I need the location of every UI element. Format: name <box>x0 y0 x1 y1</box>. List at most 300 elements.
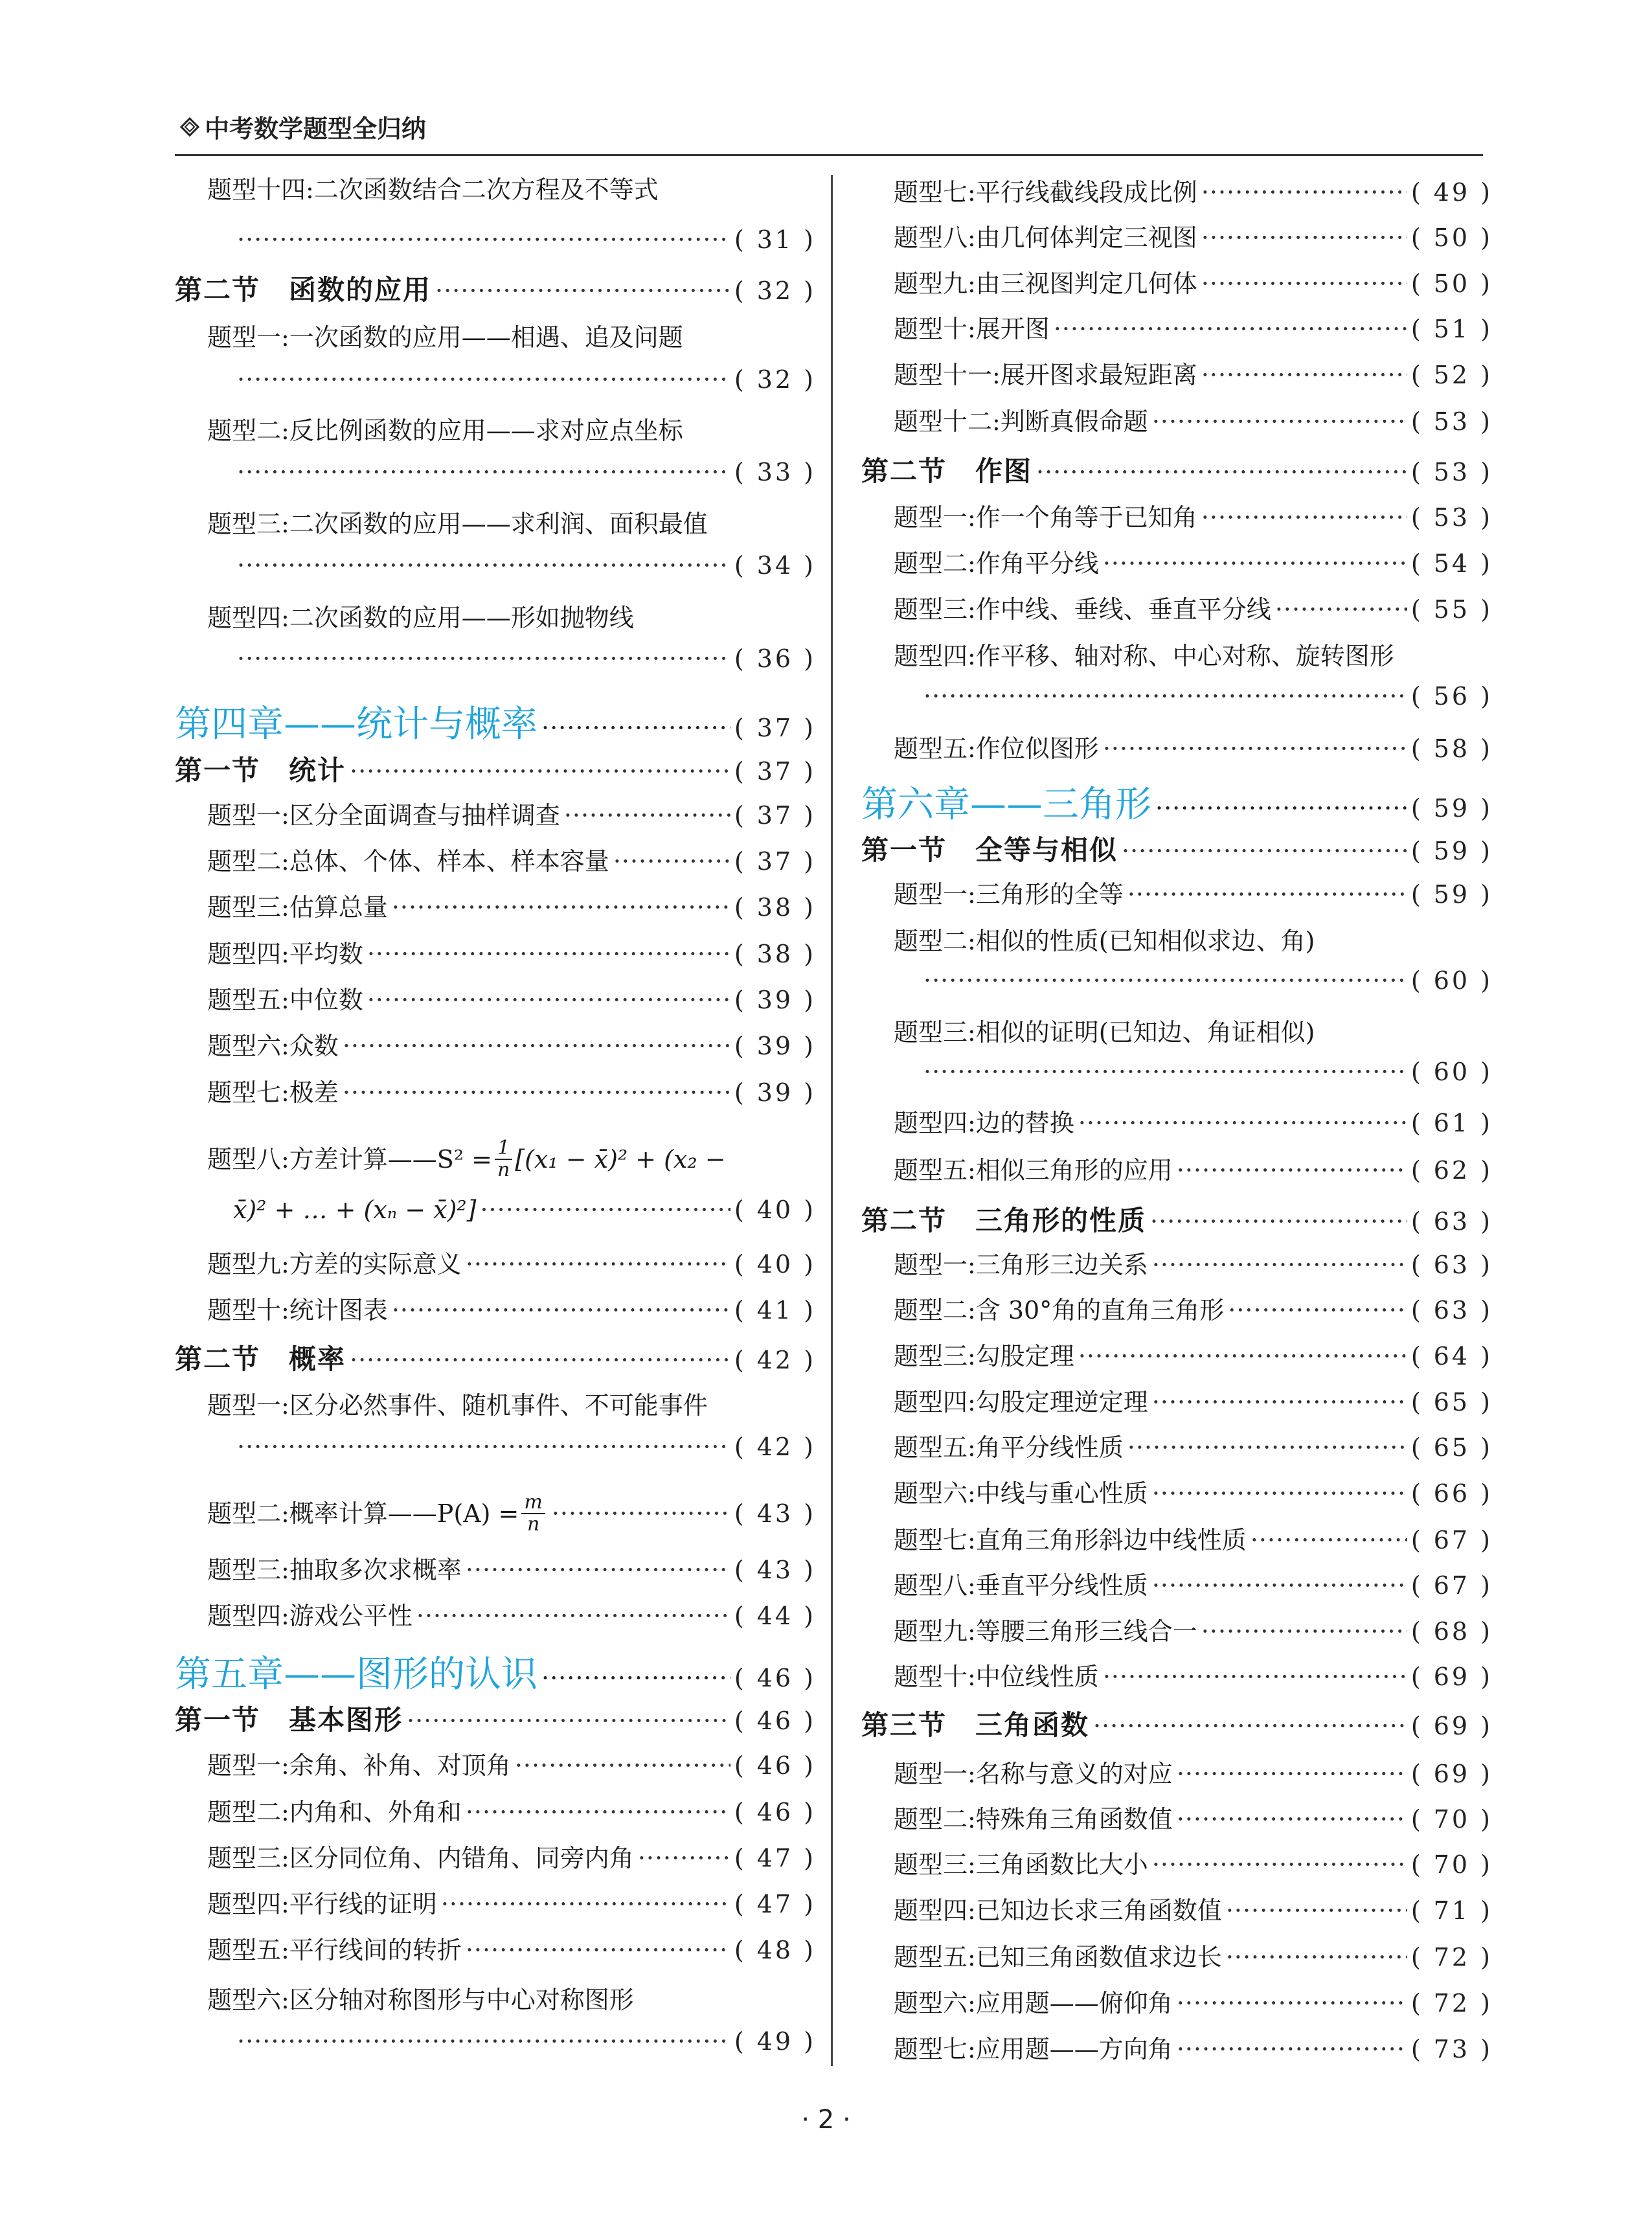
page-ref: ( 43 ) <box>734 1556 816 1584</box>
toc-entry[interactable] <box>861 682 1493 710</box>
toc-entry[interactable] <box>175 365 816 394</box>
toc-entry[interactable] <box>175 1433 816 1461</box>
entry-title: 题型五:已知三角函数值求边长 <box>894 1943 1222 1971</box>
entry-title: 题型九:方差的实际意义 <box>207 1250 462 1278</box>
entry-title: 题型四:作平移、轴对称、中心对称、旋转图形 <box>894 642 1394 670</box>
leader-dots <box>466 1798 730 1826</box>
toc-entry[interactable] <box>861 1983 1493 2019</box>
leader-dots <box>541 714 730 742</box>
fraction-numerator: m <box>521 1492 545 1514</box>
page-ref: ( 59 ) <box>1410 794 1493 823</box>
leader-dots <box>1152 1251 1407 1279</box>
page-ref: ( 37 ) <box>734 714 816 742</box>
page-ref: ( 50 ) <box>1410 223 1493 252</box>
page-ref: ( 65 ) <box>1410 1388 1493 1416</box>
entry-title: 题型九:由三视图判定几何体 <box>894 269 1197 298</box>
toc-entry[interactable] <box>861 355 1493 391</box>
entry-title: 题型九:等腰三角形三线合一 <box>894 1617 1197 1646</box>
toc-entry[interactable] <box>861 402 1493 437</box>
toc-entry[interactable] <box>861 1799 1493 1835</box>
leader-dots <box>1177 1156 1407 1185</box>
toc-entry[interactable] <box>861 1150 1493 1186</box>
page-ref: ( 56 ) <box>1410 682 1493 710</box>
toc-entry[interactable] <box>175 644 816 673</box>
page-ref: ( 37 ) <box>734 757 816 786</box>
entry-title: 题型四:平均数 <box>207 940 363 968</box>
toc-entry[interactable] <box>175 458 816 486</box>
page-ref: ( 41 ) <box>734 1296 816 1324</box>
leader-dots <box>1036 458 1407 486</box>
entry-title <box>207 1139 726 1183</box>
entry-title: 题型七:平行线截线段成比例 <box>894 178 1197 207</box>
entry-title: 第一节 基本图形 <box>175 1704 403 1736</box>
leader-dots <box>564 801 730 830</box>
page-ref: ( 54 ) <box>1410 549 1493 578</box>
fraction <box>521 1492 545 1534</box>
entry-title: 题型三:三角函数比大小 <box>894 1850 1148 1879</box>
page-ref: ( 48 ) <box>734 1936 816 1964</box>
toc-section[interactable] <box>175 1699 816 1738</box>
leader-dots <box>1228 1296 1407 1324</box>
page-ref: ( 65 ) <box>1410 1433 1493 1462</box>
leader-dots <box>1150 1207 1407 1236</box>
page-ref: ( 50 ) <box>1410 269 1493 298</box>
leader-dots <box>1127 1433 1407 1462</box>
toc-entry[interactable] <box>861 636 1493 672</box>
toc-entry[interactable] <box>175 887 816 923</box>
fraction-denominator: n <box>497 1158 510 1181</box>
page-ref: ( 71 ) <box>1410 1896 1493 1925</box>
entry-title: 题型一:三角形三边关系 <box>894 1251 1148 1279</box>
entry-title: 题型三:抽取多次求概率 <box>207 1556 462 1584</box>
toc-entry[interactable] <box>175 598 816 633</box>
entry-title: 题型五:角平分线性质 <box>894 1433 1124 1462</box>
leader-dots <box>1201 1617 1407 1646</box>
page-ref: ( 42 ) <box>734 1433 816 1461</box>
leader-dots <box>392 893 730 922</box>
page-ref: ( 47 ) <box>734 1890 816 1918</box>
entry-title: 题型八:垂直平分线性质 <box>894 1571 1148 1600</box>
page-ref: ( 60 ) <box>1410 1058 1493 1086</box>
page-ref: ( 66 ) <box>1410 1479 1493 1508</box>
page-ref: ( 32 ) <box>734 365 816 394</box>
leader-dots <box>552 1499 730 1528</box>
leader-dots <box>343 1032 730 1060</box>
toc-entry[interactable] <box>861 1382 1493 1418</box>
page-ref: ( 58 ) <box>1410 734 1493 763</box>
toc-section[interactable] <box>175 1338 816 1377</box>
leader-dots <box>613 847 730 876</box>
page-ref: ( 61 ) <box>1410 1109 1493 1137</box>
toc-entry[interactable] <box>861 1336 1493 1372</box>
leader-dots <box>1152 1571 1407 1600</box>
entry-title: 题型二:反比例函数的应用——求对应点坐标 <box>207 416 683 445</box>
page-ref: ( 59 ) <box>1410 837 1493 865</box>
entry-title-text: 题型二:概率计算——P(A) = <box>207 1499 519 1528</box>
leader-dots <box>1177 2035 1407 2063</box>
page-ref: ( 53 ) <box>1410 458 1493 486</box>
entry-title: 题型十:展开图 <box>894 315 1050 343</box>
leader-dots <box>1226 1896 1407 1925</box>
leader-dots <box>1275 595 1407 624</box>
toc-entry[interactable] <box>861 1290 1493 1326</box>
toc-entry[interactable] <box>861 2029 1493 2065</box>
entry-title: 题型七:应用题——方向角 <box>894 2035 1173 2063</box>
entry-title: 题型十:统计图表 <box>207 1296 388 1324</box>
toc-entry[interactable] <box>861 1058 1493 1086</box>
page-ref: ( 64 ) <box>1410 1342 1493 1370</box>
page-ref: ( 32 ) <box>734 277 816 305</box>
leader-dots <box>350 1346 730 1374</box>
entry-title: 题型六:众数 <box>207 1032 339 1060</box>
leader-dots <box>237 365 730 394</box>
leader-dots <box>350 757 730 786</box>
leader-dots <box>1054 315 1407 343</box>
leader-dots <box>237 644 730 673</box>
leader-dots <box>1122 837 1407 865</box>
toc-section[interactable] <box>861 450 1493 489</box>
entry-title: 题型一:余角、补角、对顶角 <box>207 1751 511 1780</box>
leader-dots <box>392 1296 730 1324</box>
page-ref: ( 70 ) <box>1410 1850 1493 1879</box>
leader-dots <box>1177 1989 1407 2017</box>
entry-title-tail: [(x₁ − x̄)² + (x₂ − <box>515 1145 726 1174</box>
page-ref: ( 55 ) <box>1410 595 1493 624</box>
page-ref: ( 63 ) <box>1410 1207 1493 1236</box>
leader-dots <box>1093 1712 1407 1740</box>
toc-entry[interactable] <box>175 225 816 254</box>
leader-dots <box>343 1078 730 1107</box>
leader-dots <box>441 1890 730 1918</box>
page-ref: ( 37 ) <box>734 801 816 830</box>
page-ref: ( 60 ) <box>1410 966 1493 995</box>
entry-title: 题型六:区分轴对称图形与中心对称图形 <box>207 1986 634 2014</box>
toc-entry[interactable] <box>175 1385 816 1421</box>
toc-entry[interactable] <box>175 1980 816 2016</box>
fraction-numerator: 1 <box>495 1138 512 1160</box>
entry-title: 题型一:区分必然事件、随机事件、不可能事件 <box>207 1391 708 1420</box>
page-ref: ( 38 ) <box>734 940 816 968</box>
leader-dots <box>1103 549 1407 578</box>
entry-title: 题型一:名称与意义的对应 <box>894 1760 1173 1788</box>
leader-dots <box>1103 1663 1407 1691</box>
page-ref: ( 37 ) <box>734 847 816 876</box>
toc-entry[interactable] <box>175 795 816 831</box>
page-ref: ( 67 ) <box>1410 1571 1493 1600</box>
toc-entry[interactable] <box>861 218 1493 253</box>
page-ref: ( 52 ) <box>1410 361 1493 389</box>
toc-entry[interactable] <box>861 1103 1493 1139</box>
toc-entry[interactable] <box>175 551 816 580</box>
leader-dots <box>480 1196 730 1224</box>
page-ref: ( 73 ) <box>1410 2035 1493 2063</box>
leader-dots <box>923 682 1407 710</box>
leader-dots <box>515 1751 730 1780</box>
entry-title: 题型二:相似的性质(已知相似求边、角) <box>894 927 1315 955</box>
toc-entry[interactable] <box>861 1473 1493 1509</box>
toc-entry[interactable] <box>175 1139 816 1183</box>
leader-dots <box>416 1602 730 1630</box>
entry-title: 题型四:平行线的证明 <box>207 1890 437 1918</box>
toc-entry[interactable] <box>175 2027 816 2056</box>
entry-title: 题型二:含 30°角的直角三角形 <box>894 1296 1225 1324</box>
toc-entry[interactable] <box>861 589 1493 625</box>
toc-entry[interactable] <box>861 1611 1493 1647</box>
toc-entry[interactable] <box>861 729 1493 764</box>
entry-title: 题型六:应用题——俯仰角 <box>894 1989 1173 2017</box>
entry-title: 题型一:作一个角等于已知角 <box>894 503 1197 532</box>
leader-dots <box>1250 1526 1407 1554</box>
page-ref: ( 68 ) <box>1410 1617 1493 1646</box>
header-rule <box>175 154 1483 156</box>
toc-entry[interactable] <box>861 172 1493 208</box>
page-ref: ( 46 ) <box>734 1798 816 1826</box>
toc-entry[interactable] <box>175 1244 816 1280</box>
toc-entry[interactable] <box>861 1937 1493 1973</box>
leader-dots <box>1177 1760 1407 1788</box>
entry-title: 题型七:极差 <box>207 1078 339 1107</box>
entry-title: 题型一:一次函数的应用——相遇、追及问题 <box>207 323 683 352</box>
entry-title: 第四章——统计与概率 <box>175 703 537 745</box>
page-ref: ( 36 ) <box>734 644 816 673</box>
leader-dots <box>1152 1479 1407 1508</box>
toc-entry[interactable] <box>175 1884 816 1920</box>
page-ref: ( 46 ) <box>734 1664 816 1692</box>
toc-section[interactable] <box>861 1704 1493 1743</box>
entry-title: 第二节 概率 <box>175 1343 346 1375</box>
page-number: · 2 · <box>801 2105 851 2135</box>
entry-title: 第一节 统计 <box>175 755 346 786</box>
toc-entry[interactable] <box>861 1427 1493 1463</box>
toc-chapter[interactable] <box>861 776 1493 828</box>
entry-title: 第二节 作图 <box>861 455 1033 487</box>
leader-dots <box>923 1058 1407 1086</box>
entry-title: 题型三:相似的证明(已知边、角证相似) <box>894 1018 1315 1047</box>
page-ref: ( 43 ) <box>734 1499 816 1528</box>
page-ref: ( 69 ) <box>1410 1760 1493 1788</box>
toc-entry[interactable] <box>861 1565 1493 1601</box>
book-header <box>180 109 426 144</box>
toc-entry[interactable] <box>175 411 816 446</box>
entry-title: 第三节 三角函数 <box>861 1709 1090 1741</box>
leader-dots <box>466 1936 730 1964</box>
diamond-icon <box>180 117 199 137</box>
entry-title: 题型六:中线与重心性质 <box>894 1479 1148 1508</box>
page-ref: ( 63 ) <box>1410 1251 1493 1279</box>
toc-entry[interactable] <box>175 934 816 970</box>
toc-entry[interactable] <box>175 841 816 877</box>
toc-section[interactable] <box>175 269 816 308</box>
leader-dots <box>1155 794 1407 823</box>
entry-title: 题型三:勾股定理 <box>894 1342 1074 1370</box>
leader-dots <box>1201 223 1407 252</box>
entry-title: 题型二:特殊角三角函数值 <box>894 1805 1173 1834</box>
toc-entry[interactable] <box>175 1745 816 1781</box>
toc-chapter[interactable] <box>175 1646 816 1698</box>
leader-dots <box>1177 1805 1407 1834</box>
toc-entry[interactable] <box>861 1012 1493 1048</box>
leader-dots <box>466 1556 730 1584</box>
entry-title: x̄)² + … + (xₙ − x̄)²] <box>233 1196 477 1224</box>
column-divider <box>831 175 833 2066</box>
page-ref: ( 46 ) <box>734 1707 816 1735</box>
entry-title: 第二节 三角形的性质 <box>861 1205 1147 1236</box>
page-ref: ( 53 ) <box>1410 407 1493 436</box>
page-ref: ( 39 ) <box>734 1032 816 1060</box>
toc-entry[interactable] <box>175 317 816 353</box>
page-ref: ( 70 ) <box>1410 1805 1493 1834</box>
leader-dots <box>638 1844 730 1872</box>
page-ref: ( 72 ) <box>1410 1943 1493 1971</box>
page-ref: ( 38 ) <box>734 893 816 922</box>
toc-entry[interactable] <box>861 1520 1493 1556</box>
entry-title: 题型二:作角平分线 <box>894 549 1099 578</box>
page-ref: ( 62 ) <box>1410 1156 1493 1185</box>
leader-dots <box>435 277 730 305</box>
entry-title: 第五章——图形的认识 <box>175 1653 537 1696</box>
toc-entry[interactable] <box>861 966 1493 995</box>
page-ref: ( 39 ) <box>734 986 816 1014</box>
leader-dots <box>1103 734 1407 763</box>
toc-entry[interactable] <box>861 1657 1493 1692</box>
toc-entry[interactable] <box>175 1550 816 1585</box>
entry-title: 题型五:作位似图形 <box>894 734 1099 763</box>
toc-entry[interactable] <box>175 1792 816 1828</box>
entry-title: 题型三:区分同位角、内错角、同旁内角 <box>207 1844 634 1872</box>
page-ref: ( 47 ) <box>734 1844 816 1872</box>
page-ref: ( 31 ) <box>734 225 816 254</box>
leader-dots <box>367 986 730 1014</box>
entry-title: 题型五:中位数 <box>207 986 363 1014</box>
entry-title: 第二节 函数的应用 <box>175 274 432 306</box>
toc-entry[interactable] <box>861 921 1493 957</box>
toc-entry[interactable] <box>175 1026 816 1062</box>
page-ref: ( 39 ) <box>734 1078 816 1107</box>
entry-title: 题型十:中位线性质 <box>894 1663 1099 1691</box>
toc-entry[interactable] <box>861 1845 1493 1880</box>
page-ref: ( 69 ) <box>1410 1663 1493 1691</box>
entry-title: 题型五:相似三角形的应用 <box>894 1156 1173 1185</box>
leader-dots <box>1226 1943 1407 1971</box>
entry-title: 题型三:作中线、垂线、垂直平分线 <box>894 595 1271 624</box>
toc-entry[interactable] <box>175 1196 816 1224</box>
entry-title: 题型二:内角和、外角和 <box>207 1798 462 1826</box>
leader-dots <box>1152 407 1407 436</box>
toc-entry[interactable] <box>175 170 816 205</box>
page-ref: ( 67 ) <box>1410 1526 1493 1554</box>
entry-title: 题型七:直角三角形斜边中线性质 <box>894 1526 1247 1554</box>
toc-entry[interactable] <box>861 1891 1493 1926</box>
leader-dots <box>237 2027 730 2056</box>
leader-dots <box>237 1433 730 1461</box>
leader-dots <box>237 458 730 486</box>
leader-dots <box>1152 1850 1407 1879</box>
leader-dots <box>1201 178 1407 207</box>
entry-title: 题型十一:展开图求最短距离 <box>894 361 1197 389</box>
leader-dots <box>1201 361 1407 389</box>
toc-entry[interactable] <box>175 1073 816 1108</box>
toc-entry[interactable] <box>175 1838 816 1874</box>
page-ref: ( 59 ) <box>1410 880 1493 909</box>
leader-dots <box>541 1664 730 1692</box>
entry-title: 题型一:区分全面调查与抽样调查 <box>207 801 560 830</box>
leader-dots <box>1201 269 1407 298</box>
toc-entry[interactable] <box>175 1596 816 1631</box>
entry-title: 题型三:估算总量 <box>207 893 388 922</box>
leader-dots <box>237 225 730 254</box>
toc-entry[interactable] <box>861 543 1493 579</box>
entry-title: 题型四:勾股定理逆定理 <box>894 1388 1148 1416</box>
toc-entry[interactable] <box>861 874 1493 910</box>
fraction <box>495 1138 512 1180</box>
entry-title: 题型十二:判断真假命题 <box>894 407 1148 436</box>
entry-title: 题型三:二次函数的应用——求利润、面积最值 <box>207 510 708 538</box>
page-ref: ( 53 ) <box>1410 503 1493 532</box>
toc-entry[interactable] <box>861 264 1493 299</box>
toc-entry[interactable] <box>175 1930 816 1966</box>
page-ref: ( 33 ) <box>734 458 816 486</box>
entry-title: 题型四:游戏公平性 <box>207 1602 413 1630</box>
leader-dots <box>1078 1342 1407 1370</box>
page-ref: ( 40 ) <box>734 1250 816 1278</box>
toc-entry[interactable] <box>861 1245 1493 1280</box>
page-ref: ( 34 ) <box>734 551 816 580</box>
page-ref: ( 49 ) <box>1410 178 1493 207</box>
toc-section[interactable] <box>861 829 1493 868</box>
entry-title: 第一节 全等与相似 <box>861 834 1118 866</box>
toc-entry[interactable] <box>175 1290 816 1326</box>
page-ref: ( 49 ) <box>734 2027 816 2056</box>
leader-dots <box>923 966 1407 995</box>
toc-entry[interactable] <box>861 309 1493 345</box>
toc-section[interactable] <box>175 749 816 788</box>
page-ref: ( 46 ) <box>734 1751 816 1780</box>
entry-title: 题型四:二次函数的应用——形如抛物线 <box>207 604 634 632</box>
entry-title: 题型一:三角形的全等 <box>894 880 1124 909</box>
page-ref: ( 51 ) <box>1410 315 1493 343</box>
leader-dots <box>1201 503 1407 532</box>
toc-chapter[interactable] <box>175 696 816 747</box>
leader-dots <box>1152 1388 1407 1416</box>
entry-title: 第六章——三角形 <box>861 784 1151 826</box>
page-ref: ( 44 ) <box>734 1602 816 1630</box>
toc-entry[interactable] <box>175 504 816 539</box>
page-ref: ( 40 ) <box>734 1196 816 1224</box>
page-ref: ( 63 ) <box>1410 1296 1493 1324</box>
toc-entry[interactable] <box>175 980 816 1016</box>
leader-dots <box>466 1250 730 1278</box>
page-ref: ( 69 ) <box>1410 1712 1493 1740</box>
entry-title: 题型十四:二次函数结合二次方程及不等式 <box>207 176 659 204</box>
entry-title: 题型五:平行线间的转折 <box>207 1936 462 1964</box>
page-ref: ( 72 ) <box>1410 1989 1493 2017</box>
leader-dots <box>1127 880 1407 909</box>
fraction-denominator: n <box>526 1512 540 1536</box>
toc-entry[interactable] <box>861 1754 1493 1789</box>
entry-title-text: 题型八:方差计算——S² = <box>207 1145 492 1174</box>
toc-entry[interactable] <box>861 497 1493 533</box>
entry-title: 题型四:已知边长求三角函数值 <box>894 1896 1222 1925</box>
entry-title: 题型二:总体、个体、样本、样本容量 <box>207 847 609 876</box>
toc-section[interactable] <box>861 1199 1493 1238</box>
leader-dots <box>407 1707 730 1735</box>
page-ref: ( 42 ) <box>734 1346 816 1374</box>
leader-dots <box>367 940 730 968</box>
toc-entry[interactable] <box>175 1493 816 1537</box>
leader-dots <box>1078 1109 1407 1137</box>
entry-title: 题型八:由几何体判定三视图 <box>894 223 1197 252</box>
entry-title <box>207 1493 548 1537</box>
